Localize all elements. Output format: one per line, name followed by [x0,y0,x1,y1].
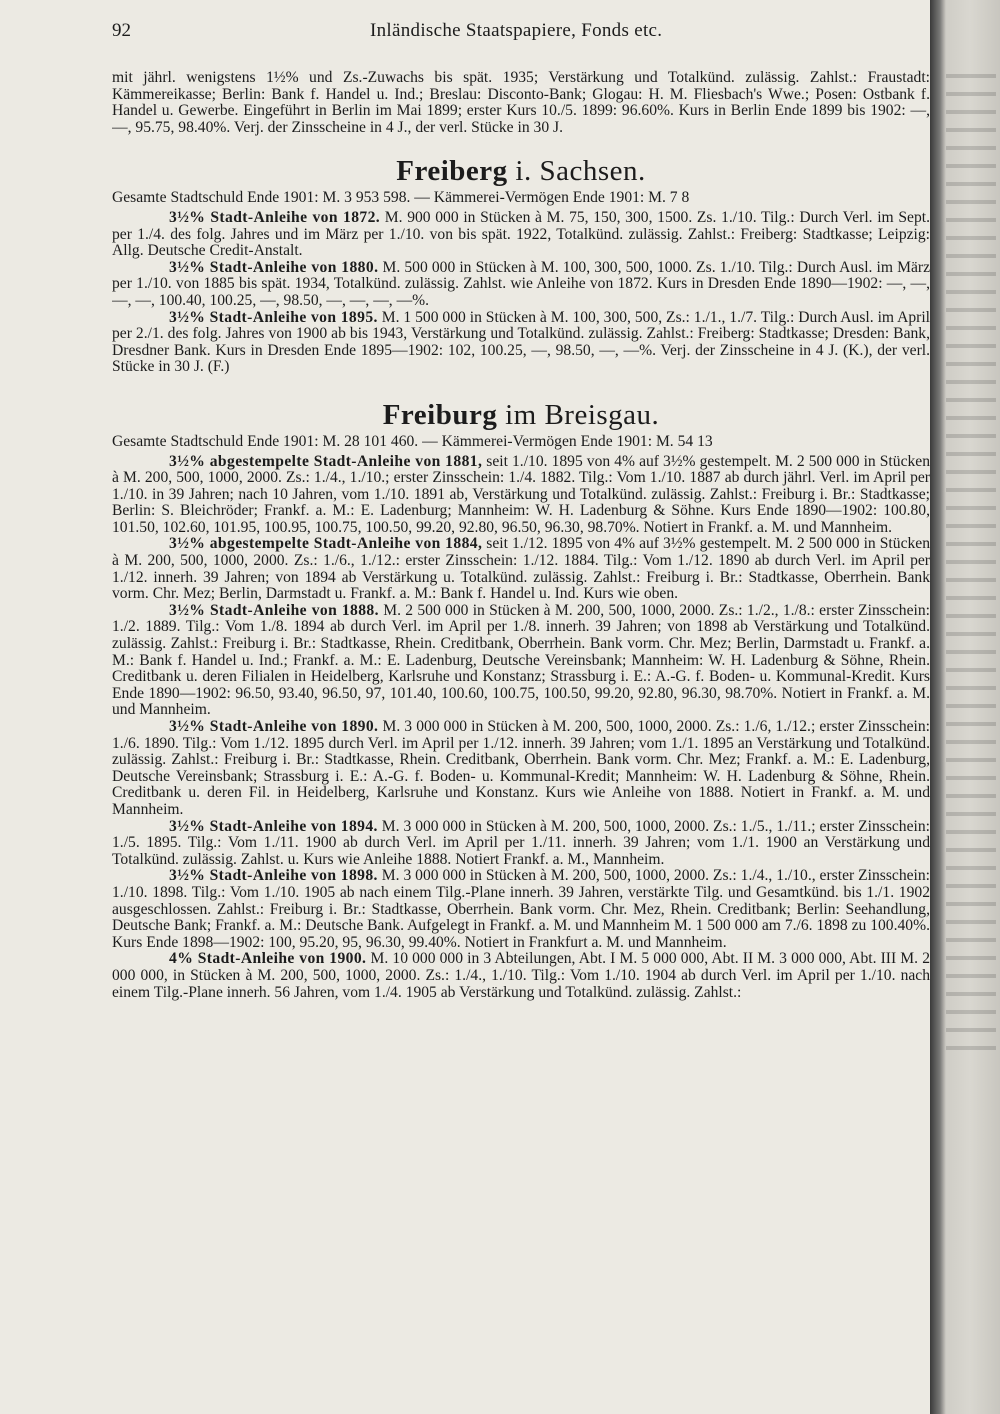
loan-title: 3½% Stadt-Anleihe von 1894. [169,817,378,835]
heading-city: Freiburg [382,398,498,431]
section-heading-freiberg [112,156,930,186]
loan-text: seit 1./10. 1895 von 4% auf 3½% gestempelt. M. 2 500 000 in Stücken à M. 200, 500, 1000, 2000. Zs.: 1./4., 1./10.; erster Zinsschein: 1./4. 1882. Tilg.: Vom 1./10. 1887 ab durch jährl. Verl. im April per 1./10. in 39 Jahren; nach 10 Jahren, vom 1./10. 1891 ab, Verstärkung und Totalkünd. zulässig. Zahlst.: Freiburg i. Br.: Stadtkasse; Berlin: S. Bleichröder; Frankf. a. M.: E. Ladenburg; Mannheim: W. H. Ladenburg & Söhne. Kurs Ende 1890—1902: 100.80, 101.50, 102.60, 101.95, 100.95, 100.75, 100.50, 99.20, 92.80, 96.50, 96.30, 98.70%. Notiert in Frankf. a. M. und Mannheim. [112,452,930,536]
loan-entry [112,536,930,602]
loan-title: 3½% abgestempelte Stadt-Anleihe von 1881, [169,452,483,470]
running-title: Inländische Staatspapiere, Fonds etc. [370,20,663,41]
loan-entry [112,310,930,376]
heading-city: Freiberg [396,155,508,188]
loan-title: 3½% Stadt-Anleihe von 1895. [169,308,378,326]
loan-title: 3½% Stadt-Anleihe von 1880. [169,258,379,276]
loan-title: 3½% Stadt-Anleihe von 1898. [169,867,378,885]
loan-text: M. 2 500 000 in Stücken à M. 200, 500, 1000, 2000. Zs.: 1./2., 1./8.: erster Zinsschein: 1./2. 1889. Tilg.: Vom 1./8. 1894 ab durch Verl. im April per 1./8. innerh. 39 Jahren; von 1898 ab Verstärkung und Totalkünd. zulässig. Zahlst.: Freiburg i. Br.: Stadtkasse, Rhein. Creditbank, Oberrhein. Bank vorm. Chr. Mez; Berlin, Darmstadt u. Frankf. a. M.: Bank f. Handel u. Ind.; Frankf. a. M.: E. Ladenburg, Deutsche Vereinsbank; Mannheim: W. H. Ladenburg & Söhne, Rhein. Creditbank u. deren Filialen in Heidelberg, Karlsruhe und Konstanz; Strassburg i. E.: A.-G. f. Boden- u. Kommunal-Kredit. Kurs Ende 1890—1902: 96.50, 93.40, 96.50, 97, 101.40, 100.60, 100.75, 100.50, 99.20, 92.80, 96.30, 98.70%. Notiert in Frankf. a. M. und Mannheim. [112,601,930,719]
loan-title: 3½% Stadt-Anleihe von 1872. [169,208,381,226]
loan-text: M. 3 000 000 in Stücken à M. 200, 500, 1000, 2000. Zs.: 1./6, 1./12.; erster Zinsschein: 1./6. 1890. Tilg.: Vom 1./12. 1895 durch Verl. im April per 1./12. innerh. 39 Jahren; vom 1./1. 1895 an Verstärkung und Totalkünd. zulässig. Zahlst.: Freiburg i. Br.: Stadtkasse, Rhein. Creditbank, Oberrhein. Bank vorm. Chr. Mez; Frankf. a. M.: E. Ladenburg, Deutsche Vereinsbank; Strassburg i. E.: A.-G. f. Boden- u. Kommunal-Kredit; Mannheim: W. H. Ladenburg & Söhne, Rhein. Creditbank u. deren Fil. in Heidelberg, Karlsruhe und Konstanz. Kurs wie Anleihe von 1888. Notiert in Frankf. a. M. und Mannheim. [112,718,930,818]
loan-text: M. 1 500 000 in Stücken à M. 100, 300, 500, Zs.: 1./1., 1./7. Tilg.: Durch Ausl. im April per 2./1. des folg. Jahres von 1900 ab bis 1943, Verstärkung und Totalkünd. zulässig. Zahlst.: Freiberg: Stadtkasse; Dresden: Bank, Dresdner Bank. Kurs in Dresden Ende 1895—1902: 102, 100.25, —, 98.50, —, —%. Verj. der Zinsscheine in 4 J. (K.), der verl. Stücke in 30 J. (F.) [112,308,930,376]
page-number: 92 [112,20,131,41]
loan-entry [112,260,930,310]
loan-text: M. 10 000 000 in 3 Abteilungen, Abt. I M. 5 000 000, Abt. II M. 3 000 000, Abt. III M. 2 000 000, in Stücken à M. 200, 500, 1000, 2000. Zs.: 1./4., 1./10. Tilg.: Vom 1./10. 1904 ab durch Verl. im April per 1./10. nach einem Tilg.-Plane innerh. 56 Jahren, vom 1./4. 1905 ab Verstärkung und Totalkünd. zulässig. Zahlst.: [112,950,930,1001]
loan-entry [112,868,930,951]
freiburg-summary: Gesamte Stadtschuld Ende 1901: M. 28 101 460. — Kämmerei-Vermögen Ende 1901: M. 54 13 [112,432,713,450]
loan-entry [112,719,930,819]
section-heading-freiburg [112,400,930,430]
page-header [112,20,927,50]
heading-region: im Breisgau. [497,398,660,431]
heading-region: i. Sachsen. [507,155,646,188]
loan-text: M. 3 000 000 in Stücken à M. 200, 500, 1000, 2000. Zs.: 1./4., 1./10., erster Zinsschein: 1./10. 1898. Tilg.: Vom 1./10. 1905 ab nach einem Tilg.-Plane innerh. 39 Jahren, verstärkte Tilg. und Gesamtkünd. bis 1./1. 1902 ausgeschlossen. Zahlst.: Freiburg i. Br.: Stadtkasse, Oberrhein. Bank vorm. Chr. Mez, Rhein. Creditbank; Berlin: Seehandlung, Deutsche Bank; Frankf. a. M.: Deutsche Bank. Aufgelegt in Frankf. a. M. und Mannheim M. 1 500 000 am 7./6. 1898 zu 100.40%. Kurs Ende 1898—1902: 100, 95.20, 95, 96.30, 99.40%. Notiert in Frankfurt a. M. und Mannheim. [112,867,930,951]
adjacent-page-text-edge [946,60,996,1060]
loan-title: 3½% Stadt-Anleihe von 1890. [169,718,379,735]
loan-entry [112,454,930,537]
loan-entry [112,603,930,719]
freiberg-summary: Gesamte Stadtschuld Ende 1901: M. 3 953 598. — Kämmerei-Vermögen Ende 1901: M. 7 8 [112,189,690,207]
loan-text: seit 1./12. 1895 von 4% auf 3½% gestempelt. M. 2 500 000 in Stücken à M. 200, 500, 1000, 2000. Zs.: 1./6., 1./12.: erster Zinsschein: 1./12. 1884. Tilg.: Vom 1./12. 1890 ab durch Verl. im April per 1./12. innerh. 39 Jahren; von 1894 ab Verstärkung u. Totalkünd. zulässig. Zahlst.: Freiburg i. Br.: Stadtkasse, Oberrhein. Bank vorm. Chr. Mez; Berlin, Darmstadt u. Frankf. a. M.: Bank f. Handel u. Ind. Kurs wie oben. [112,535,930,603]
loan-title: 3½% abgestempelte Stadt-Anleihe von 1884, [169,535,483,553]
loan-entry [112,210,930,260]
page-body [112,70,930,1001]
loan-title: 3½% Stadt-Anleihe von 1888. [169,601,379,619]
loan-entry [112,951,930,1001]
loan-text: M. 3 000 000 in Stücken à M. 200, 500, 1000, 2000. Zs.: 1./5., 1./11.; erster Zinsschein: 1./5. 1895. Tilg.: Vom 1./11. 1900 ab durch Verl. im April per 1./11. innerh. 39 Jahren; vom 1./1. 1900 an Verstärkung und Totalkünd. zulässig. Zahlst. u. Kurs wie Anleihe 1888. Notiert Frankf. a. M., Mannheim. [112,817,930,868]
loan-text: M. 900 000 in Stücken à M. 75, 150, 300, 1500. Zs. 1./10. Tilg.: Durch Verl. im Sept. per 1./4. des folg. Jahres und im März per 1./10. von bis spät. 1922, Totalkünd. zulässig. Zahlst.: Freiberg: Stadtkasse; Leipzig: Allg. Deutsche Credit-Anstalt. [112,208,930,260]
intro-paragraph: mit jährl. wenigstens 1½% und Zs.-Zuwachs bis spät. 1935; Verstärkung und Totalkünd. zulässig. Zahlst.: Fraustadt: Kämmereikasse; Berlin: Bank f. Handel u. Ind.; Breslau: Disconto-Bank; Glogau: H. M. Fliesbach's Wwe.; Posen: Ostbank f. Handel u. Gewerbe. Eingeführt in Berlin im Mai 1899; erster Kurs 10./5. 1899: 96.60%. Kurs in Berlin Ende 1899 bis 1902: —, —, 95.75, 98.40%. Verj. der Zinsscheine in 4 J., der verl. Stücke in 30 J. [112,70,930,136]
loan-entry [112,819,930,869]
loan-text: M. 500 000 in Stücken à M. 100, 300, 500, 1000. Zs. 1./10. Tilg.: Durch Ausl. im März per 1./10. von 1885 bis spät. 1934, Totalkünd. zulässig. Zahlst. wie Anleihe von 1872. Kurs in Dresden Ende 1890—1902: —, —, —, —, 100.40, 100.25, —, 98.50, —, —, —, —%. [112,258,930,309]
loan-title: 4% Stadt-Anleihe von 1900. [169,950,367,968]
